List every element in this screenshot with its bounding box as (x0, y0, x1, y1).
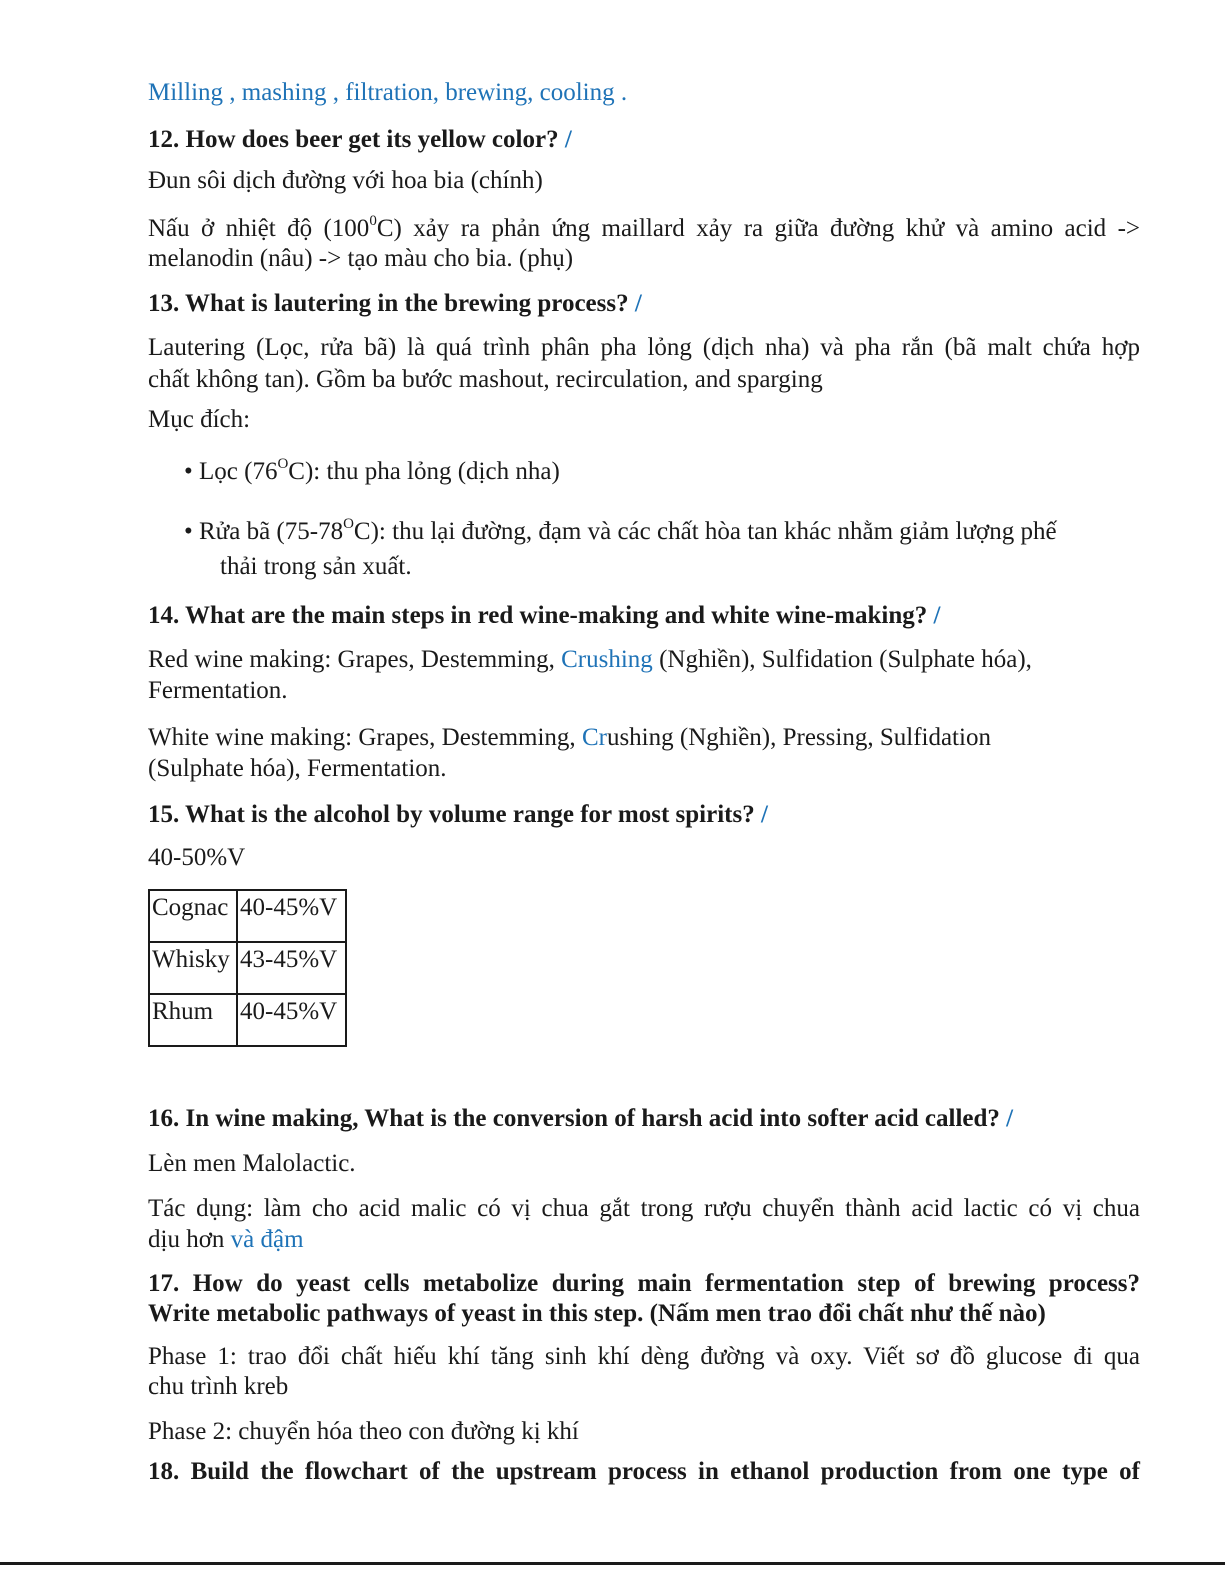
process-steps-line: Milling , mashing , filtration, brewing, cooling . (148, 79, 628, 106)
question-16: 16. In wine making, What is the conversion of harsh acid into softer acid called? / (148, 1105, 1014, 1132)
answer-17-line-3: Phase 2: chuyển hóa theo con đường kị khí (148, 1418, 579, 1445)
table-row (149, 890, 346, 942)
answer-13-line-1: Lautering (Lọc, rửa bã) là quá trình phân pha lỏng (dịch nha) và pha rắn (bã malt chứa hợp (148, 334, 1140, 361)
answer-16-line-3: dịu hơn và đậm (148, 1226, 304, 1253)
spirits-abv-table (148, 889, 347, 1047)
answer-16-line-2: Tác dụng: làm cho acid malic có vị chua gắt trong rượu chuyển thành acid lactic có vị chua (148, 1195, 1140, 1222)
bullet-filtering: • Lọc $(76^OC)$: thu pha lỏng (dịch nha) (184, 455, 560, 485)
question-17-line-2: Write metabolic pathways of yeast in this step. (Nấm men trao đổi chất như thế nào) (148, 1300, 1046, 1327)
white-wine-line-2: (Sulphate hóa), Fermentation. (148, 755, 447, 782)
red-wine-line-1: Red wine making: Grapes, Destemming, Crushing (Nghiền), Sulfidation (Sulphate hóa), (148, 646, 1032, 673)
slash-mark: / (933, 602, 941, 629)
answer-17-line-2: chu trình kreb (148, 1373, 289, 1400)
answer-13-line-2: chất không tan). Gồm ba bước mashout, recirculation, and sparging (148, 366, 823, 393)
spirit-abv: 40-45%V (237, 994, 346, 1046)
white-wine-line-1: White wine making: Grapes, Destemming, Crushing (Nghiền), Pressing, Sulfidation (148, 724, 991, 751)
slash-mark: / (1006, 1105, 1014, 1132)
question-13: 13. What is lautering in the brewing process? / (148, 290, 642, 317)
slash-mark: / (634, 290, 642, 317)
answer-12-line-3: melanodin (nâu) -> tạo màu cho bia. (phụ) (148, 245, 574, 272)
table-row (149, 994, 346, 1046)
red-wine-line-2: Fermentation. (148, 677, 288, 704)
question-12: 12. How does beer get its yellow color? / (148, 126, 572, 153)
spirit-abv: 43-45%V (237, 942, 346, 994)
question-15: 15. What is the alcohol by volume range for most spirits? / (148, 801, 768, 828)
answer-17-line-1: Phase 1: trao đổi chất hiếu khí tăng sinh khí dèng đường và oxy. Viết sơ đồ glucose đi qua (148, 1343, 1140, 1370)
spirit-name: Cognac (149, 890, 237, 942)
purpose-label: Mục đích: (148, 406, 251, 433)
answer-15: 40-50%V (148, 844, 246, 871)
table-row (149, 942, 346, 994)
bullet-sparging: • Rửa bã $(75-78^OC)$: thu lại đường, đạm và các chất hòa tan khác nhằm giảm lượng phế (184, 515, 1057, 545)
spirit-name: Whisky (149, 942, 237, 994)
question-14: 14. What are the main steps in red wine-making and white wine-making? / (148, 602, 941, 629)
question-17-line-1: 17. How do yeast cells metabolize during main fermentation step of brewing process? (148, 1270, 1140, 1297)
answer-12-line-1: Đun sôi dịch đường với hoa bia (chính) (148, 167, 543, 194)
spirit-abv: 40-45%V (237, 890, 346, 942)
bullet-sparging-cont: thải trong sản xuất. (220, 553, 412, 580)
question-18: 18. Build the flowchart of the upstream process in ethanol production from one type of (148, 1458, 1140, 1485)
answer-12-line-2: Nấu ở nhiệt độ $(100^0C)$ xảy ra phản ứng maillard xảy ra giữa đường khử và amino acid -> (148, 212, 1141, 242)
spirit-name: Rhum (149, 994, 237, 1046)
page-bottom-rule (0, 1562, 1225, 1565)
slash-mark: / (564, 126, 572, 153)
slash-mark: / (760, 801, 768, 828)
answer-16-line-1: Lèn men Malolactic. (148, 1150, 356, 1177)
